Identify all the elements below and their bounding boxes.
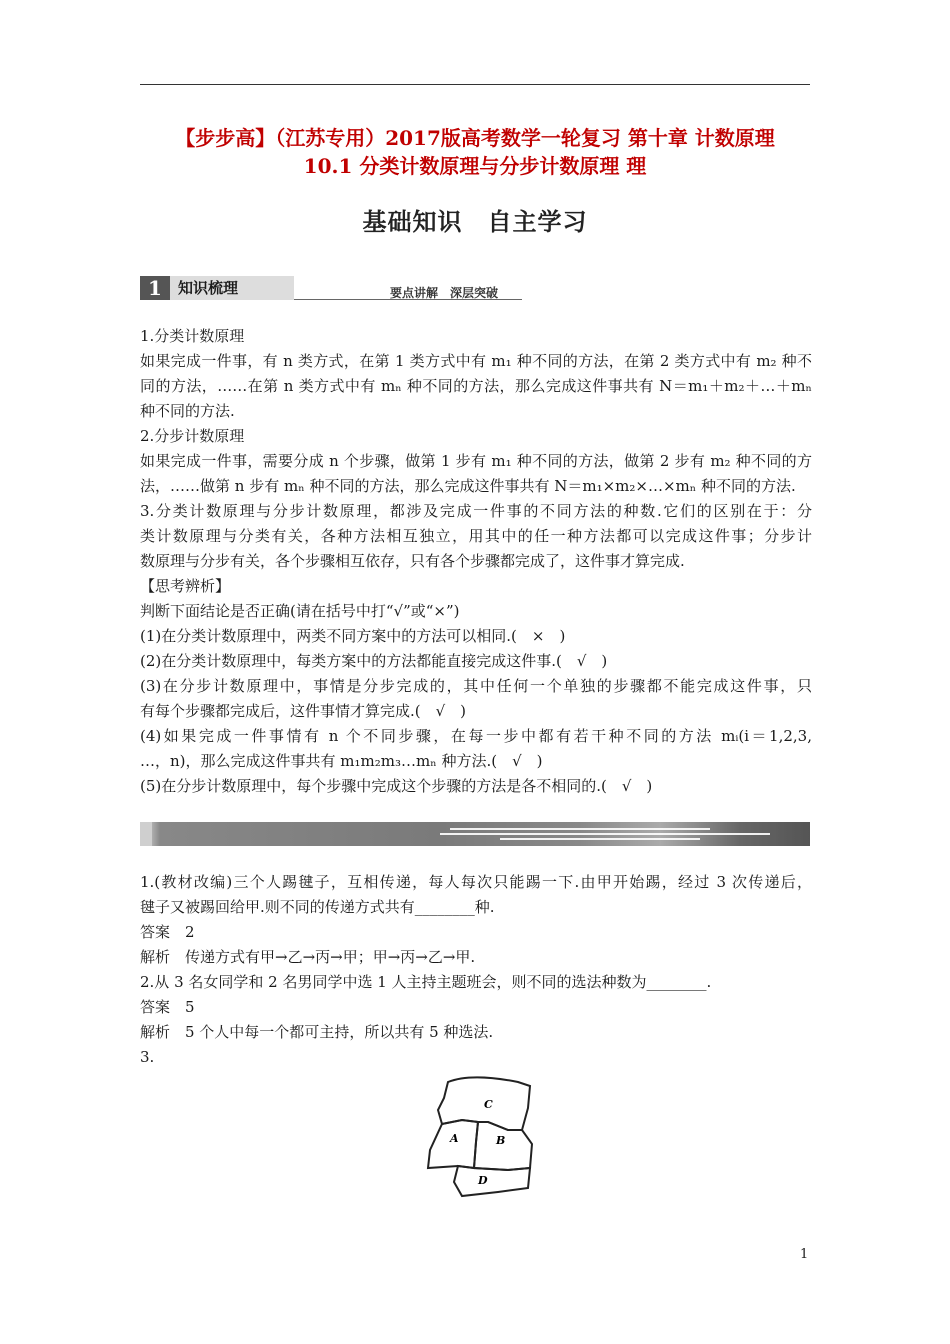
doc-title-line2: 10.1 分类计数原理与分步计数原理 理 — [303, 154, 647, 178]
body-line: 2.分步计数原理 — [140, 427, 245, 445]
exercise-line: 3. — [140, 1048, 155, 1066]
body-line: 类计数原理与分类有关，各种方法相互独立，用其中的任一种方法都可以完成这件事；分步计 — [140, 527, 812, 545]
body-line: 同的方法，……在第 n 类方式中有 mₙ 种不同的方法，那么完成这件事共有 N＝m₁＋m₂＋…＋mₙ — [140, 377, 812, 395]
body-line: 数原理与分步有关，各个步骤相互依存，只有各个步骤都完成了，这件事才算完成. — [140, 552, 685, 570]
bar-stub — [140, 822, 152, 846]
section-subtitle: 要点讲解 深层突破 — [390, 286, 499, 300]
top-rule — [140, 84, 810, 85]
exercise-line: 答案 5 — [140, 998, 195, 1016]
body-line: 1.分类计数原理 — [140, 327, 245, 345]
exercise-line: 2.从 3 名女同学和 2 名男同学中选 1 人主持主题班会，则不同的选法种数为________. — [140, 973, 712, 991]
body-line: (4)如果完成一件事情有 n 个不同步骤，在每一步中都有若干种不同的方法 mᵢ(i＝1,2,3, — [140, 727, 812, 745]
bar-streak — [500, 838, 700, 840]
exercise-line: 解析 传递方式有甲→乙→丙→甲；甲→丙→乙→甲. — [140, 948, 476, 966]
body-line: 如果完成一件事，有 n 类方式，在第 1 类方式中有 m₁ 种不同的方法，在第 2 类方式中有 m₂ 种不 — [140, 352, 812, 370]
region-map-figure — [418, 1070, 548, 1200]
region-d — [454, 1166, 530, 1196]
label-b: B — [496, 1134, 506, 1147]
body-line: 如果完成一件事，需要分成 n 个步骤，做第 1 步有 m₁ 种不同的方法，做第 2 步有 m₂ 种不同的方 — [140, 452, 812, 470]
body-line: (3)在分步计数原理中，事情是分步完成的，其中任何一个单独的步骤都不能完成这件事，只 — [140, 677, 812, 695]
body-line: 判断下面结论是否正确(请在括号中打“√”或“×”) — [140, 602, 460, 620]
exercise-line: 解析 5 个人中每一个都可主持，所以共有 5 种选法. — [140, 1023, 494, 1041]
label-a: A — [450, 1132, 459, 1145]
section-number: 1 — [140, 276, 170, 300]
page-number: 1 — [800, 1247, 809, 1262]
knowledge-section-bar — [140, 276, 522, 300]
label-d: D — [478, 1174, 488, 1187]
bar-streak — [440, 833, 770, 835]
body-line: 3.分类计数原理与分步计数原理，都涉及完成一件事的不同方法的种数.它们的区别在于：分 — [140, 502, 812, 520]
doc-title-line1: 【步步高】（江苏专用）2017版高考数学一轮复习 第十章 计数原理 — [175, 126, 775, 150]
body-line: 有每个步骤都完成后，这件事情才算完成.( √ ) — [140, 702, 467, 720]
bar-streak — [450, 828, 710, 830]
label-c: C — [484, 1098, 493, 1111]
body-line: (5)在分步计数原理中，每个步骤中完成这个步骤的方法是各不相同的.( √ ) — [140, 777, 653, 795]
section-label: 知识梳理 — [170, 276, 294, 300]
body-line: 法，……做第 n 步有 mₙ 种不同的方法，那么完成这件事共有 N＝m₁×m₂×…×mₙ 种不同的方法. — [140, 477, 796, 495]
body-line: 种不同的方法. — [140, 402, 235, 420]
body-line: (1)在分类计数原理中，两类不同方案中的方法可以相同.( × ) — [140, 627, 566, 645]
section-title: 基础知识 自主学习 — [362, 207, 588, 236]
body-line: (2)在分类计数原理中，每类方案中的方法都能直接完成这件事.( √ ) — [140, 652, 608, 670]
body-line: 【思考辨析】 — [140, 577, 231, 595]
exercise-line: 毽子又被踢回给甲.则不同的传递方式共有________种. — [140, 898, 495, 916]
exercise-line: 1.(教材改编)三个人踢毽子，互相传递，每人每次只能踢一下.由甲开始踢，经过 3 次传递后， — [140, 873, 812, 891]
body-line: …，n)，那么完成这件事共有 m₁m₂m₃…mₙ 种方法.( √ ) — [140, 752, 543, 770]
exercise-section-bar — [140, 822, 810, 846]
exercise-line: 答案 2 — [140, 923, 195, 941]
